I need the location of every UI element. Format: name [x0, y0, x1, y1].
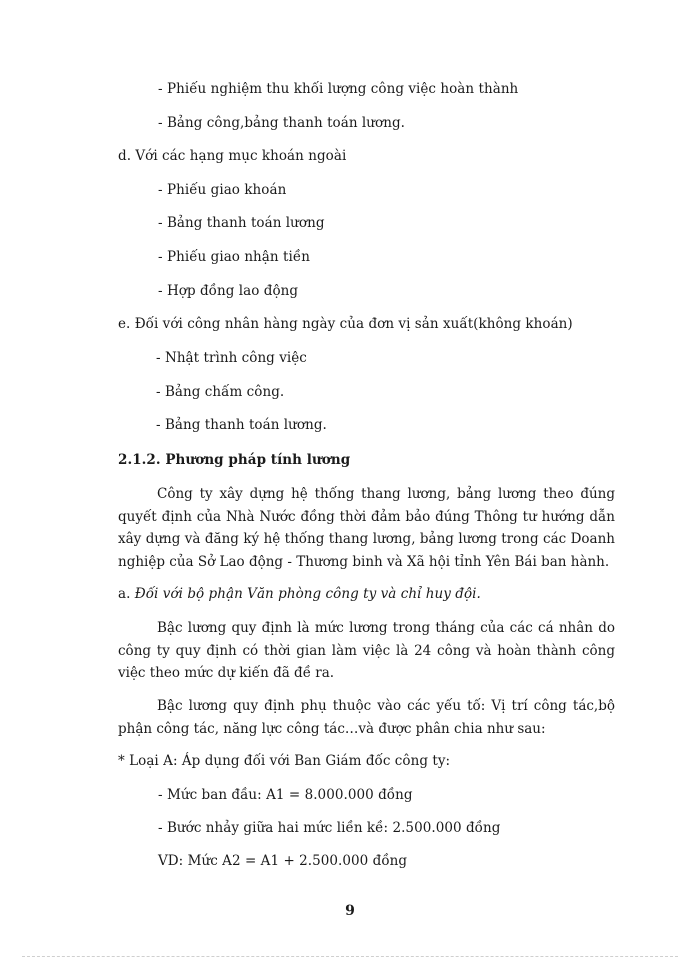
list-item: - Phiếu nghiệm thu khối lượng công việc hoàn thành — [158, 81, 519, 97]
subsection-label: d. Với các hạng mục khoán ngoài — [118, 148, 347, 164]
category-label: * Loại A: Áp dụng đối với Ban Giám đốc công ty: — [118, 753, 451, 769]
list-item: - Bảng thanh toán lương. — [156, 417, 327, 433]
subsection-prefix: a. — [118, 586, 131, 602]
list-item: - Hợp đồng lao động — [158, 283, 299, 299]
subsection-title: Đối với bộ phận Văn phòng công ty và chỉ huy đội. — [134, 586, 481, 602]
list-item: - Bước nhảy giữa hai mức liền kề: 2.500.000 đồng — [158, 820, 501, 836]
list-item: - Bảng thanh toán lương — [158, 215, 325, 231]
section-heading: 2.1.2. Phương pháp tính lương — [118, 452, 351, 468]
page-bottom-rule — [22, 956, 678, 957]
list-item: - Bảng chấm công. — [156, 384, 285, 400]
list-item: - Mức ban đầu: A1 = 8.000.000 đồng — [158, 787, 413, 803]
example-line: VD: Mức A2 = A1 + 2.500.000 đồng — [158, 853, 408, 869]
paragraph: Bậc lương quy định là mức lương trong tháng của các cá nhân do công ty quy định có thời gian làm việc là 24 công và hoàn thành công việc theo mức dự kiến đã đề ra. — [118, 620, 615, 682]
paragraph: Bậc lương quy định phụ thuộc vào các yếu tố: Vị trí công tác,bộ phận công tác, năng lực công tác…và được phân chia như sau: — [118, 698, 615, 737]
list-item: - Phiếu giao khoán — [158, 182, 287, 198]
list-item: - Nhật trình công việc — [156, 350, 307, 366]
subsection-label: e. Đối với công nhân hàng ngày của đơn vị sản xuất(không khoán) — [118, 316, 573, 332]
paragraph: Công ty xây dựng hệ thống thang lương, bảng lương theo đúng quyết định của Nhà Nước đồng thời đảm bảo đúng Thông tư hướng dẫn xây dựng và đăng ký hệ thống thang lương, bảng lương trong các Doanh nghiệp của Sở Lao động - Thương binh và Xã hội tỉnh Yên Bái ban hành. — [118, 486, 615, 571]
list-item: - Phiếu giao nhận tiền — [158, 249, 310, 265]
list-item: - Bảng công,bảng thanh toán lương. — [158, 115, 405, 131]
page-number: 9 — [345, 903, 355, 919]
subsection-heading — [118, 584, 481, 604]
